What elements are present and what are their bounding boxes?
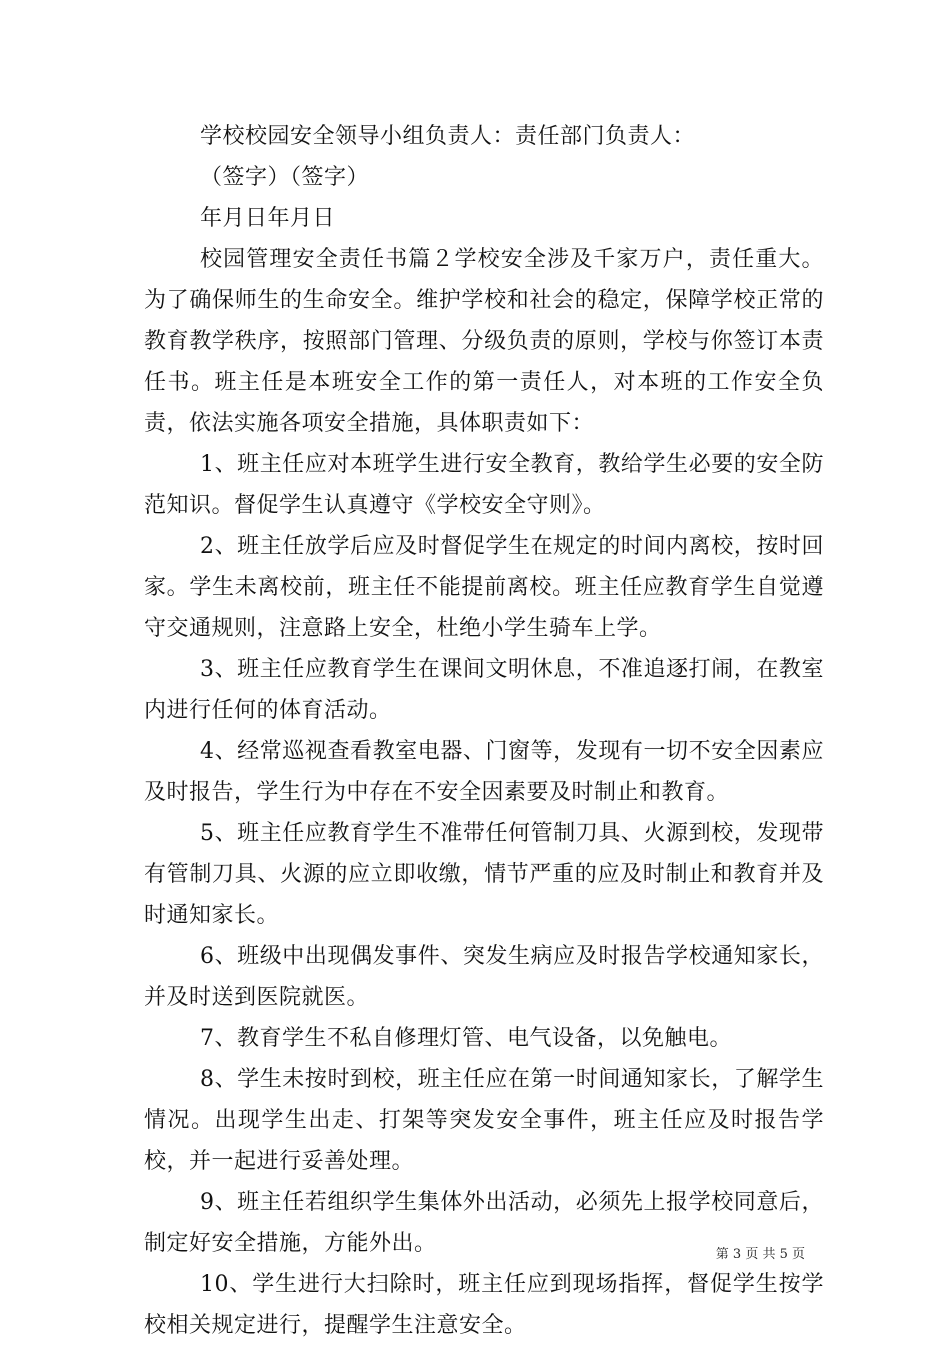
duty-item-6: 6、班级中出现偶发事件、突发生病应及时报告学校通知家长，并及时送到医院就医。	[144, 944, 824, 1010]
duty-item-3: 3、班主任应教育学生在课间文明休息，不准追逐打闹，在教室内进行任何的体育活动。	[144, 657, 824, 723]
signature-line-sign: （签字）（签字）	[200, 165, 370, 190]
document-body	[144, 116, 824, 1346]
page-number: 第 3 页 共 5 页	[715, 1247, 805, 1262]
duty-item-2: 2、班主任放学后应及时督促学生在规定的时间内离校，按时回家。学生未离校前，班主任不能提前离校。班主任应教育学生自觉遵守交通规则，注意路上安全，杜绝小学生骑车上学。	[144, 534, 824, 641]
signature-line-date: 年月日年月日	[200, 206, 336, 231]
duty-item-5: 5、班主任应教育学生不准带任何管制刀具、火源到校，发现带有管制刀具、火源的应立即收缴，情节严重的应及时制止和教育并及时通知家长。	[144, 821, 824, 928]
duty-item-7: 7、教育学生不私自修理灯管、电气设备，以免触电。	[200, 1026, 732, 1051]
duty-item-9: 9、班主任若组织学生集体外出活动，必须先上报学校同意后，制定好安全措施，方能外出。	[144, 1190, 824, 1256]
intro-paragraph: 校园管理安全责任书篇２学校安全涉及千家万户，责任重大。为了确保师生的生命安全。维护学校和社会的稳定，保障学校正常的教育教学秩序，按照部门管理、分级负责的原则，学校与你签订本责任书。班主任是本班安全工作的第一责任人，对本班的工作安全负责，依法实施各项安全措施，具体职责如下：	[144, 247, 824, 436]
signature-line-heads: 学校校园安全领导小组负责人：责任部门负责人：	[200, 124, 696, 149]
duty-item-10: 10、学生进行大扫除时，班主任应到现场指挥，督促学生按学校相关规定进行，提醒学生注意安全。	[144, 1272, 824, 1338]
duty-item-4: 4、经常巡视查看教室电器、门窗等，发现有一切不安全因素应及时报告，学生行为中存在不安全因素要及时制止和教育。	[144, 739, 824, 805]
duty-item-8: 8、学生未按时到校，班主任应在第一时间通知家长，了解学生情况。出现学生出走、打架等突发安全事件，班主任应及时报告学校，并一起进行妥善处理。	[144, 1067, 824, 1174]
duty-item-1: 1、班主任应对本班学生进行安全教育，教给学生必要的安全防范知识。督促学生认真遵守《学校安全守则》。	[144, 452, 824, 518]
